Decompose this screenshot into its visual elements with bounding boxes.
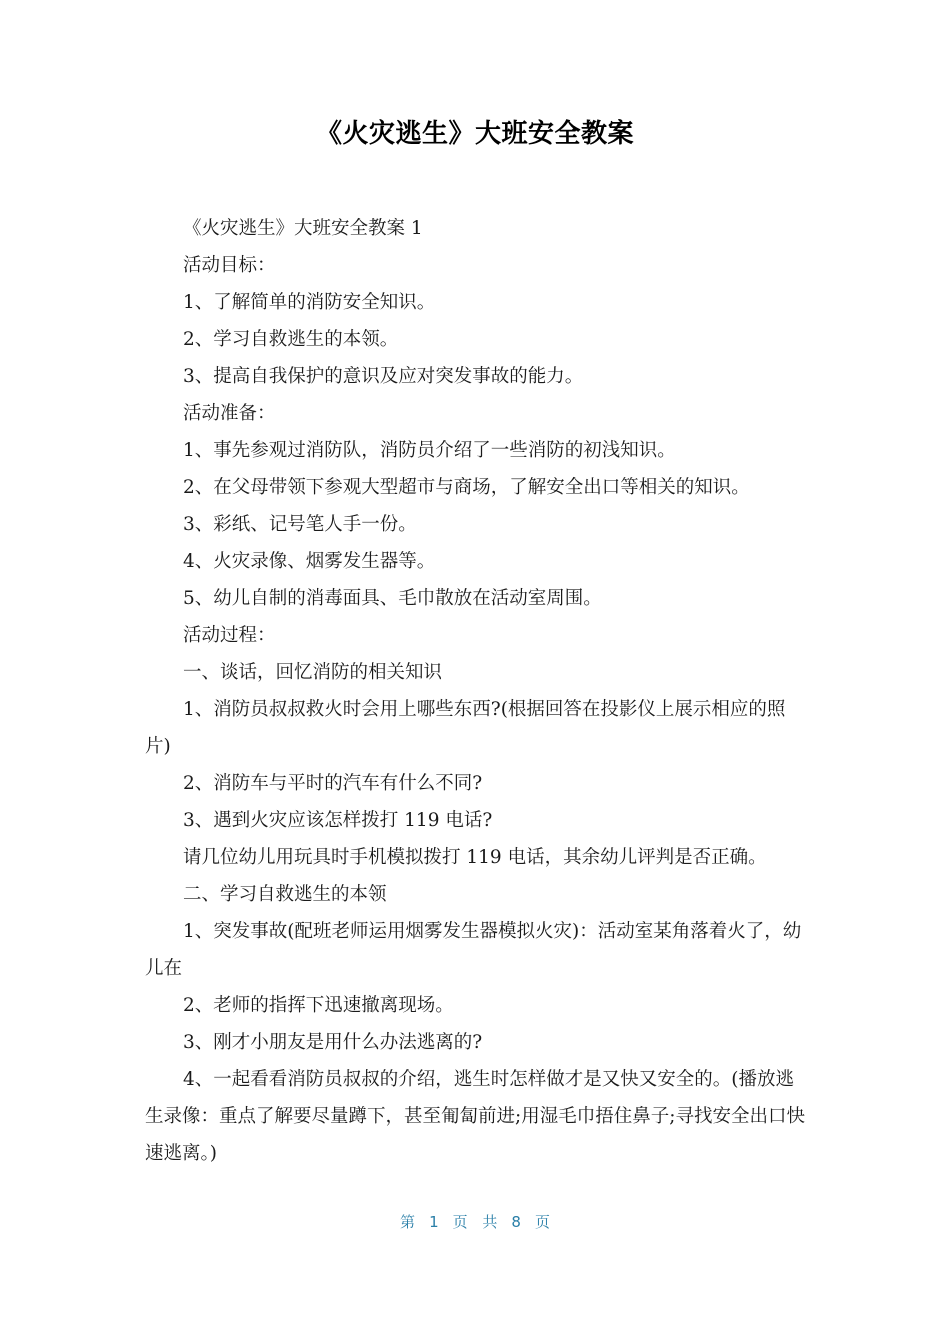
paragraph: 活动准备： [183, 403, 276, 424]
paragraph: 4、火灾录像、烟雾发生器等。 [183, 551, 436, 572]
paragraph: 5、幼儿自制的消毒面具、毛巾散放在活动室周围。 [183, 588, 602, 609]
paragraph: 请几位幼儿用玩具时手机模拟拨打 119 电话，其余幼儿评判是否正确。 [183, 847, 767, 868]
paragraph: 3、彩纸、记号笔人手一份。 [183, 514, 417, 535]
paragraph: 二、学习自救逃生的本领 [183, 884, 387, 905]
document-title: 《火灾逃生》大班安全教案 [315, 119, 634, 149]
current-page-number: 1 [429, 1213, 439, 1231]
page-footer [0, 1211, 950, 1232]
paragraph: 1、消防员叔叔救火时会用上哪些东西?(根据回答在投影仪上展示相应的照片) [145, 699, 786, 757]
total-pages-number: 8 [511, 1213, 521, 1231]
paragraph: 1、了解简单的消防安全知识。 [183, 292, 436, 313]
paragraph: 3、遇到火灾应该怎样拨打 119 电话? [183, 810, 493, 831]
page-label-prefix: 第 [400, 1213, 416, 1231]
paragraph: 活动过程： [183, 625, 276, 646]
paragraph: 《火灾逃生》大班安全教案 1 [183, 218, 423, 239]
paragraph: 2、消防车与平时的汽车有什么不同? [183, 773, 483, 794]
paragraph: 一、谈话，回忆消防的相关知识 [183, 662, 443, 683]
page-label-middle: 页 共 [452, 1213, 498, 1231]
page-label-suffix: 页 [534, 1213, 550, 1231]
paragraph: 1、突发事故(配班老师运用烟雾发生器模拟火灾)：活动室某角落着火了，幼儿在 [145, 921, 802, 979]
document-body [145, 210, 807, 1172]
paragraph: 4、一起看看消防员叔叔的介绍，逃生时怎样做才是又快又安全的。(播放逃生录像：重点了解要尽量蹲下，甚至匍匐前进;用湿毛巾捂住鼻子;寻找安全出口快速逃离。) [145, 1069, 805, 1164]
paragraph: 3、提高自我保护的意识及应对突发事故的能力。 [183, 366, 584, 387]
paragraph: 2、老师的指挥下迅速撤离现场。 [183, 995, 454, 1016]
paragraph: 2、在父母带领下参观大型超市与商场，了解安全出口等相关的知识。 [183, 477, 750, 498]
paragraph: 3、刚才小朋友是用什么办法逃离的? [183, 1032, 483, 1053]
paragraph: 活动目标： [183, 255, 276, 276]
paragraph: 2、学习自救逃生的本领。 [183, 329, 399, 350]
paragraph: 1、事先参观过消防队，消防员介绍了一些消防的初浅知识。 [183, 440, 676, 461]
